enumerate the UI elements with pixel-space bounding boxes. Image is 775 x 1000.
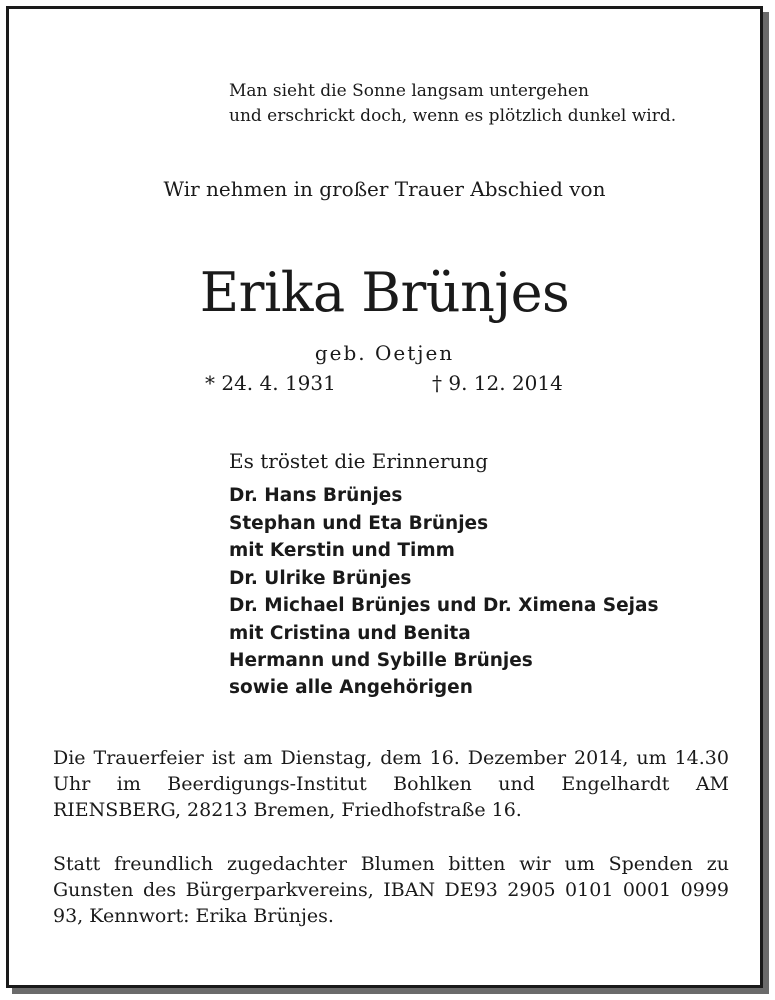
quote-line-2: und erschrickt doch, wenn es plötzlich dunkel wird. (229, 106, 677, 126)
mourner-line: mit Cristina und Benita (229, 622, 471, 644)
mourner-line: Dr. Hans Brünjes (229, 485, 403, 506)
obituary-frame (6, 6, 763, 988)
mourner-line: Dr. Ulrike Brünjes (229, 567, 412, 589)
mourner-line: Dr. Michael Brünjes und Dr. Ximena Sejas (229, 595, 659, 616)
quote (229, 79, 676, 129)
death-date: † 9. 12. 2014 (432, 371, 563, 395)
intro-text: Wir nehmen in großer Trauer Abschied von (163, 177, 606, 201)
funeral-notice: Die Trauerfeier ist am Dienstag, dem 16. Dezember 2014, um 14.30 Uhr im Beerdigungs-Institut Bohlken und Engelhardt AM RIENSBERG, 28213 Bremen, Friedhofstraße 16. (53, 747, 729, 821)
birth-date: * 24. 4. 1931 (205, 371, 336, 395)
mourner-line: mit Kerstin und Timm (229, 540, 455, 561)
deceased-name: Erika Brünjes (199, 261, 570, 324)
mourner-line: Stephan und Eta Brünjes (229, 512, 489, 534)
consolation-line: Es tröstet die Erinnerung (229, 449, 489, 473)
mourner-line: Hermann und Sybille Brünjes (229, 650, 533, 671)
donation-notice: Statt freundlich zugedachter Blumen bitten wir um Spenden zu Gunsten des Bürgerparkvereins, IBAN DE93 2905 0101 0001 0999 93, Kennwort: Erika Brünjes. (53, 853, 729, 927)
maiden-name: geb. Oetjen (314, 341, 455, 365)
quote-line-1: Man sieht die Sonne langsam untergehen (229, 81, 589, 101)
mourners-list (229, 482, 658, 675)
other-relatives: sowie alle Angehörigen (229, 677, 473, 698)
